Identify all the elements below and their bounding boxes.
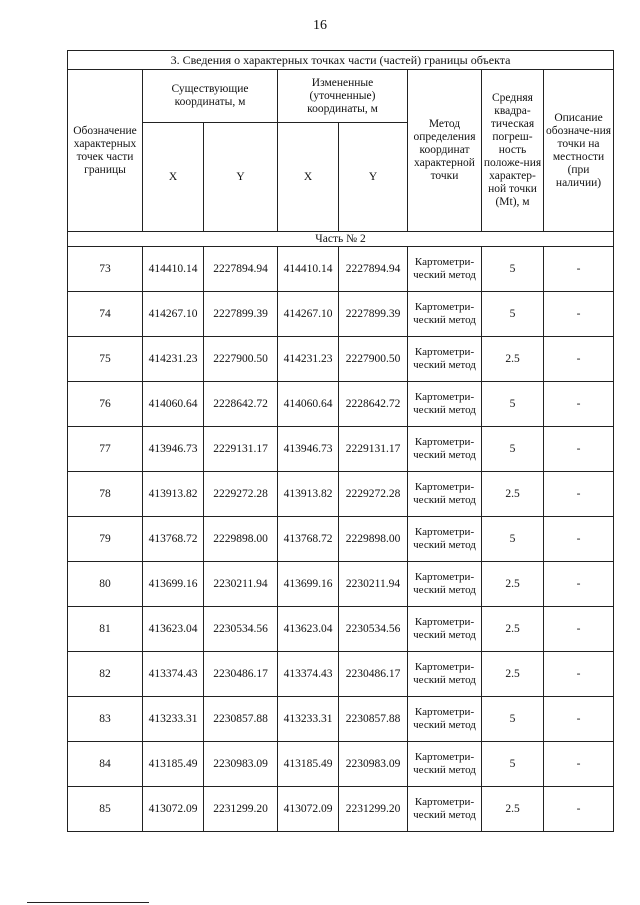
cell-point: 84	[68, 742, 143, 787]
cell-existing-x: 414267.10	[143, 292, 204, 337]
cell-point: 85	[68, 787, 143, 832]
table-row	[68, 517, 614, 562]
table-row	[68, 697, 614, 742]
cell-changed-x: 414060.64	[278, 382, 339, 427]
cell-accuracy: 2.5	[482, 652, 544, 697]
cell-method: Картометри-ческий метод	[408, 337, 482, 382]
cell-accuracy: 5	[482, 517, 544, 562]
cell-method: Картометри-ческий метод	[408, 472, 482, 517]
cell-accuracy: 2.5	[482, 562, 544, 607]
cell-point: 82	[68, 652, 143, 697]
cell-point: 75	[68, 337, 143, 382]
cell-changed-x: 413072.09	[278, 787, 339, 832]
table-row	[68, 247, 614, 292]
cell-existing-y: 2227899.39	[204, 292, 278, 337]
cell-existing-x: 413072.09	[143, 787, 204, 832]
cell-description: -	[544, 472, 614, 517]
cell-changed-x: 413946.73	[278, 427, 339, 472]
cell-changed-x: 414410.14	[278, 247, 339, 292]
cell-existing-x: 413374.43	[143, 652, 204, 697]
cell-point: 74	[68, 292, 143, 337]
cell-existing-y: 2229131.17	[204, 427, 278, 472]
header-existing-coords: Существующие координаты, м	[143, 70, 278, 123]
cell-accuracy: 5	[482, 697, 544, 742]
cell-changed-y: 2229898.00	[339, 517, 408, 562]
cell-existing-y: 2227900.50	[204, 337, 278, 382]
cell-accuracy: 5	[482, 427, 544, 472]
cell-existing-y: 2227894.94	[204, 247, 278, 292]
header-changed-y: Y	[339, 123, 408, 232]
cell-existing-y: 2230983.09	[204, 742, 278, 787]
cell-changed-y: 2228642.72	[339, 382, 408, 427]
cell-existing-y: 2229272.28	[204, 472, 278, 517]
cell-existing-y: 2229898.00	[204, 517, 278, 562]
table-row	[68, 652, 614, 697]
cell-existing-y: 2230534.56	[204, 607, 278, 652]
table-row	[68, 427, 614, 472]
cell-accuracy: 2.5	[482, 787, 544, 832]
cell-accuracy: 5	[482, 247, 544, 292]
cell-existing-y: 2230211.94	[204, 562, 278, 607]
header-existing-x: X	[143, 123, 204, 232]
cell-description: -	[544, 292, 614, 337]
cell-existing-y: 2231299.20	[204, 787, 278, 832]
cell-changed-x: 413374.43	[278, 652, 339, 697]
cell-existing-x: 414231.23	[143, 337, 204, 382]
cell-description: -	[544, 787, 614, 832]
cell-existing-x: 413946.73	[143, 427, 204, 472]
cell-changed-x: 413185.49	[278, 742, 339, 787]
cell-description: -	[544, 517, 614, 562]
cell-description: -	[544, 562, 614, 607]
cell-changed-y: 2227900.50	[339, 337, 408, 382]
table-row	[68, 472, 614, 517]
cell-method: Картометри-ческий метод	[408, 427, 482, 472]
cell-changed-y: 2229272.28	[339, 472, 408, 517]
cell-description: -	[544, 337, 614, 382]
cell-point: 78	[68, 472, 143, 517]
cell-method: Картометри-ческий метод	[408, 697, 482, 742]
cell-changed-x: 413623.04	[278, 607, 339, 652]
cell-description: -	[544, 652, 614, 697]
cell-point: 77	[68, 427, 143, 472]
cell-method: Картометри-ческий метод	[408, 607, 482, 652]
header-point-designation: Обозначение характерных точек части границы	[68, 70, 143, 232]
header-existing-y: Y	[204, 123, 278, 232]
part-label: Часть № 2	[68, 232, 614, 247]
header-changed-x: X	[278, 123, 339, 232]
cell-changed-y: 2230211.94	[339, 562, 408, 607]
cell-changed-x: 414267.10	[278, 292, 339, 337]
page-number: 16	[313, 18, 327, 33]
boundary-points-table	[67, 50, 614, 832]
cell-changed-y: 2230857.88	[339, 697, 408, 742]
cell-changed-x: 413233.31	[278, 697, 339, 742]
cell-changed-x: 413913.82	[278, 472, 339, 517]
cell-accuracy: 2.5	[482, 607, 544, 652]
cell-method: Картометри-ческий метод	[408, 562, 482, 607]
table-section-title: 3. Сведения о характерных точках части (частей) границы объекта	[68, 51, 614, 70]
cell-method: Картометри-ческий метод	[408, 517, 482, 562]
cell-existing-x: 414410.14	[143, 247, 204, 292]
cell-changed-y: 2227894.94	[339, 247, 408, 292]
cell-changed-y: 2229131.17	[339, 427, 408, 472]
cell-existing-x: 413699.16	[143, 562, 204, 607]
cell-point: 80	[68, 562, 143, 607]
table-row	[68, 562, 614, 607]
cell-point: 79	[68, 517, 143, 562]
cell-existing-x: 413768.72	[143, 517, 204, 562]
cell-accuracy: 2.5	[482, 472, 544, 517]
cell-method: Картометри-ческий метод	[408, 652, 482, 697]
cell-accuracy: 2.5	[482, 337, 544, 382]
cell-existing-y: 2230486.17	[204, 652, 278, 697]
cell-changed-x: 414231.23	[278, 337, 339, 382]
table-row	[68, 742, 614, 787]
table-row	[68, 292, 614, 337]
cell-description: -	[544, 607, 614, 652]
cell-description: -	[544, 697, 614, 742]
cell-method: Картометри-ческий метод	[408, 292, 482, 337]
table-row	[68, 607, 614, 652]
cell-point: 76	[68, 382, 143, 427]
cell-existing-x: 413185.49	[143, 742, 204, 787]
cell-accuracy: 5	[482, 742, 544, 787]
cell-method: Картометри-ческий метод	[408, 382, 482, 427]
header-changed-coords: Измененные (уточненные) координаты, м	[278, 70, 408, 123]
cell-existing-x: 414060.64	[143, 382, 204, 427]
cell-accuracy: 5	[482, 382, 544, 427]
table-row	[68, 787, 614, 832]
cell-changed-y: 2230534.56	[339, 607, 408, 652]
cell-existing-y: 2230857.88	[204, 697, 278, 742]
table-row	[68, 382, 614, 427]
cell-description: -	[544, 247, 614, 292]
cell-existing-x: 413233.31	[143, 697, 204, 742]
cell-description: -	[544, 382, 614, 427]
cell-changed-y: 2230486.17	[339, 652, 408, 697]
cell-method: Картометри-ческий метод	[408, 742, 482, 787]
footnote-separator	[27, 902, 149, 903]
cell-existing-x: 413913.82	[143, 472, 204, 517]
cell-changed-x: 413768.72	[278, 517, 339, 562]
cell-point: 81	[68, 607, 143, 652]
header-description: Описание обозначе-ния точки на местности (при наличии)	[544, 70, 614, 232]
cell-existing-x: 413623.04	[143, 607, 204, 652]
cell-changed-y: 2227899.39	[339, 292, 408, 337]
cell-method: Картометри-ческий метод	[408, 247, 482, 292]
cell-method: Картометри-ческий метод	[408, 787, 482, 832]
cell-description: -	[544, 427, 614, 472]
cell-changed-x: 413699.16	[278, 562, 339, 607]
header-accuracy: Средняя квадра-тическая погреш-ность положе-ния характер-ной точки (Mt), м	[482, 70, 544, 232]
cell-accuracy: 5	[482, 292, 544, 337]
cell-existing-y: 2228642.72	[204, 382, 278, 427]
cell-changed-y: 2230983.09	[339, 742, 408, 787]
table-row	[68, 337, 614, 382]
cell-description: -	[544, 742, 614, 787]
cell-changed-y: 2231299.20	[339, 787, 408, 832]
cell-point: 73	[68, 247, 143, 292]
cell-point: 83	[68, 697, 143, 742]
header-method: Метод определения координат характерной точки	[408, 70, 482, 232]
